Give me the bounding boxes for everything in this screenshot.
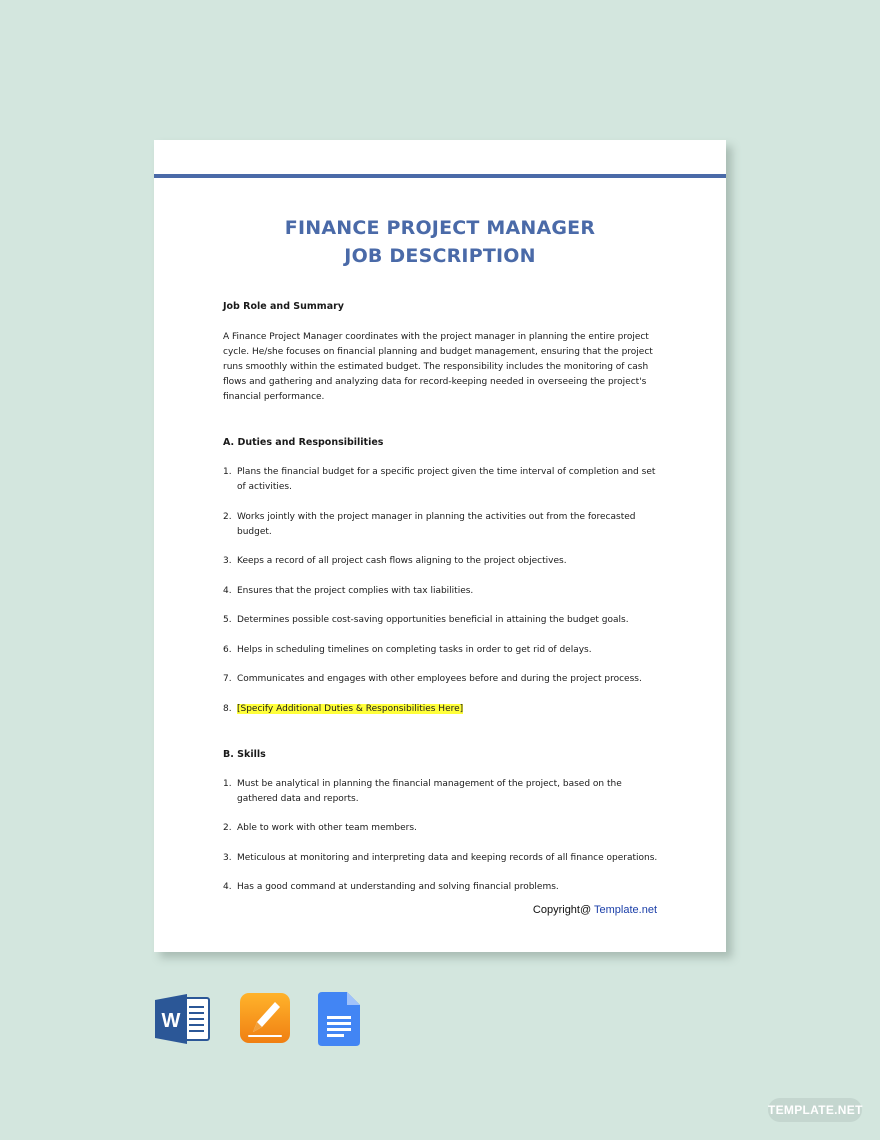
item-number: 6. [223,644,232,655]
list-item [223,702,659,717]
item-text: Must be analytical in planning the financial management of the project, based on the gathered data and reports. [237,778,622,804]
google-docs-icon[interactable] [318,992,360,1046]
list-item [223,554,659,569]
item-text: Meticulous at monitoring and interpreting data and keeping records of all finance operations. [237,852,658,863]
item-text: Determines possible cost-saving opportunities beneficial in attaining the budget goals. [237,615,629,625]
item-number: 3. [223,556,232,566]
item-number: 2. [223,511,232,522]
list-item [223,510,659,540]
item-text: Has a good command at understanding and solving financial problems. [237,882,559,892]
item-text: Works jointly with the project manager in planning the activities out from the forecasted budget. [237,511,636,537]
copyright-prefix: Copyright@ [532,904,595,916]
item-number: 4. [223,882,232,892]
microsoft-word-icon[interactable] [155,994,211,1044]
item-number: 2. [223,823,232,833]
list-item [223,643,659,658]
item-number: 1. [223,778,232,789]
copyright-link[interactable]: Template.net [594,904,657,916]
document-body [223,299,659,910]
item-number: 7. [223,674,232,684]
header-rule [154,174,726,178]
item-number: 1. [223,467,232,477]
list-item [223,672,659,687]
skills-heading: B. Skills [223,748,266,760]
list-item [223,465,659,495]
document-title [154,214,726,270]
item-text: Keeps a record of all project cash flows aligning to the project objectives. [237,556,567,566]
item-text: Communicates and engages with other employees before and during the project process. [237,674,642,684]
summary-paragraph: A Finance Project Manager coordinates with the project manager in planning the entire project cycle. He/she focuses on financial planning and budget management, ensuring that the project runs smoothly within the estimated budget. The responsibility includes the monitoring of cash flows and gathering and analyzing data for record-keeping needed in overseeing the project's financial performance. [223,332,653,402]
item-number: 8. [223,703,232,714]
item-text: Plans the financial budget for a specific project given the time interval of completion and set of activities. [237,467,656,492]
item-number: 5. [223,615,232,625]
item-text: Ensures that the project complies with tax liabilities. [237,585,474,596]
item-text: Able to work with other team members. [237,823,417,833]
list-item [223,821,659,836]
skills-list [223,777,659,896]
brand-watermark: TEMPLATE.NET [768,1098,862,1122]
title-line-1: FINANCE PROJECT MANAGER [284,217,596,239]
copyright-line [533,904,657,916]
title-line-2: JOB DESCRIPTION [344,245,536,267]
duties-heading: A. Duties and Responsibilities [223,437,384,448]
item-text: Helps in scheduling timelines on completing tasks in order to get rid of delays. [237,644,592,655]
list-item [223,851,659,866]
duties-list [223,465,659,717]
list-item [223,880,659,895]
list-item [223,613,659,628]
item-number: 4. [223,585,232,596]
document-page [154,140,726,952]
placeholder-highlight: [Specify Additional Duties & Responsibilities Here] [237,703,464,714]
list-item [223,584,659,599]
list-item [223,777,659,807]
item-number: 3. [223,852,232,863]
word-letter: W [161,1010,181,1032]
apple-pages-icon[interactable] [239,992,291,1044]
summary-heading: Job Role and Summary [223,301,344,312]
